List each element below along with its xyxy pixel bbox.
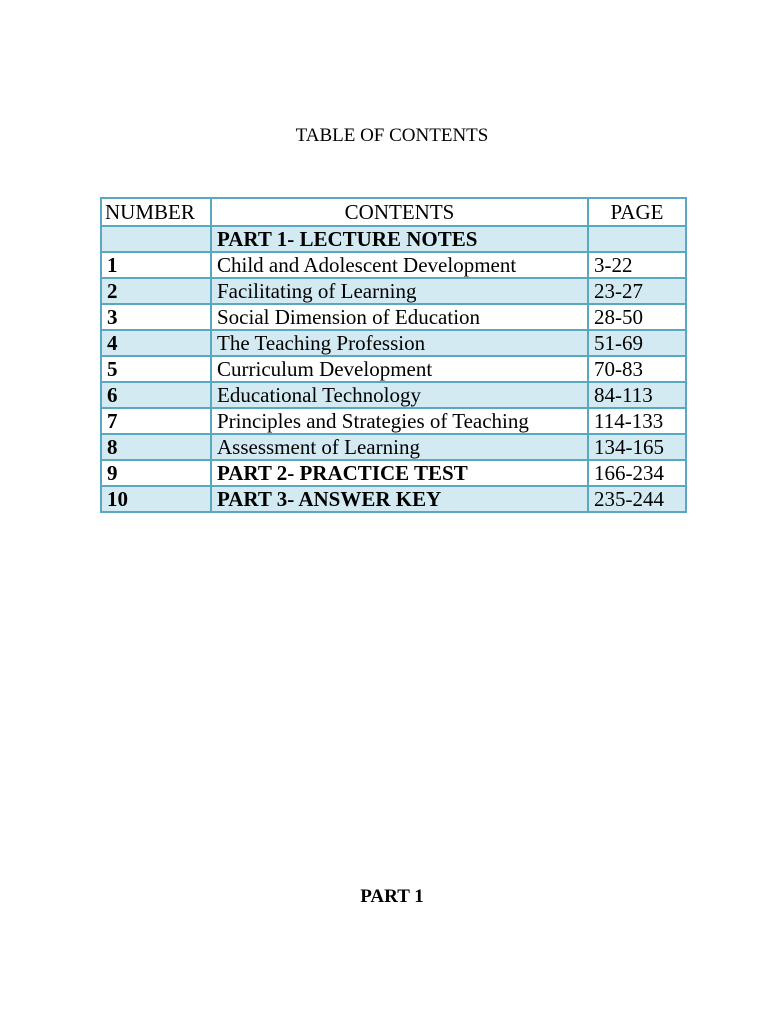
row-number: 10 (101, 486, 211, 512)
row-page: 84-113 (588, 382, 686, 408)
table-row (101, 226, 686, 252)
row-page: 23-27 (588, 278, 686, 304)
row-page: 70-83 (588, 356, 686, 382)
table-row (101, 434, 686, 460)
header-contents: CONTENTS (211, 198, 588, 226)
table-row (101, 460, 686, 486)
table-header-row (101, 198, 686, 226)
row-number: 6 (101, 382, 211, 408)
row-contents: Assessment of Learning (211, 434, 588, 460)
header-page: PAGE (588, 198, 686, 226)
toc-table (100, 197, 687, 513)
row-page: 114-133 (588, 408, 686, 434)
table-row (101, 486, 686, 512)
row-number: 8 (101, 434, 211, 460)
table-row (101, 408, 686, 434)
table-row (101, 356, 686, 382)
row-page: 3-22 (588, 252, 686, 278)
row-number: 4 (101, 330, 211, 356)
table-row (101, 304, 686, 330)
table-row (101, 382, 686, 408)
row-contents: Educational Technology (211, 382, 588, 408)
row-page: 51-69 (588, 330, 686, 356)
toc-body (101, 226, 686, 512)
row-contents: Social Dimension of Education (211, 304, 588, 330)
row-page: 166-234 (588, 460, 686, 486)
row-contents: The Teaching Profession (211, 330, 588, 356)
row-number: 2 (101, 278, 211, 304)
row-number: 1 (101, 252, 211, 278)
row-page: 235-244 (588, 486, 686, 512)
row-contents: PART 2- PRACTICE TEST (211, 460, 588, 486)
row-contents: Facilitating of Learning (211, 278, 588, 304)
row-page: 28-50 (588, 304, 686, 330)
table-row (101, 330, 686, 356)
row-number: 3 (101, 304, 211, 330)
table-row (101, 252, 686, 278)
row-page: 134-165 (588, 434, 686, 460)
row-page (588, 226, 686, 252)
row-contents: Principles and Strategies of Teaching (211, 408, 588, 434)
row-contents: Child and Adolescent Development (211, 252, 588, 278)
row-contents: PART 1- LECTURE NOTES (211, 226, 588, 252)
row-contents: Curriculum Development (211, 356, 588, 382)
table-row (101, 278, 686, 304)
row-number (101, 226, 211, 252)
row-number: 7 (101, 408, 211, 434)
row-number: 9 (101, 460, 211, 486)
header-number: NUMBER (101, 198, 211, 226)
row-number: 5 (101, 356, 211, 382)
row-contents: PART 3- ANSWER KEY (211, 486, 588, 512)
part-heading: PART 1 (360, 886, 424, 907)
page-title: TABLE OF CONTENTS (295, 125, 489, 146)
